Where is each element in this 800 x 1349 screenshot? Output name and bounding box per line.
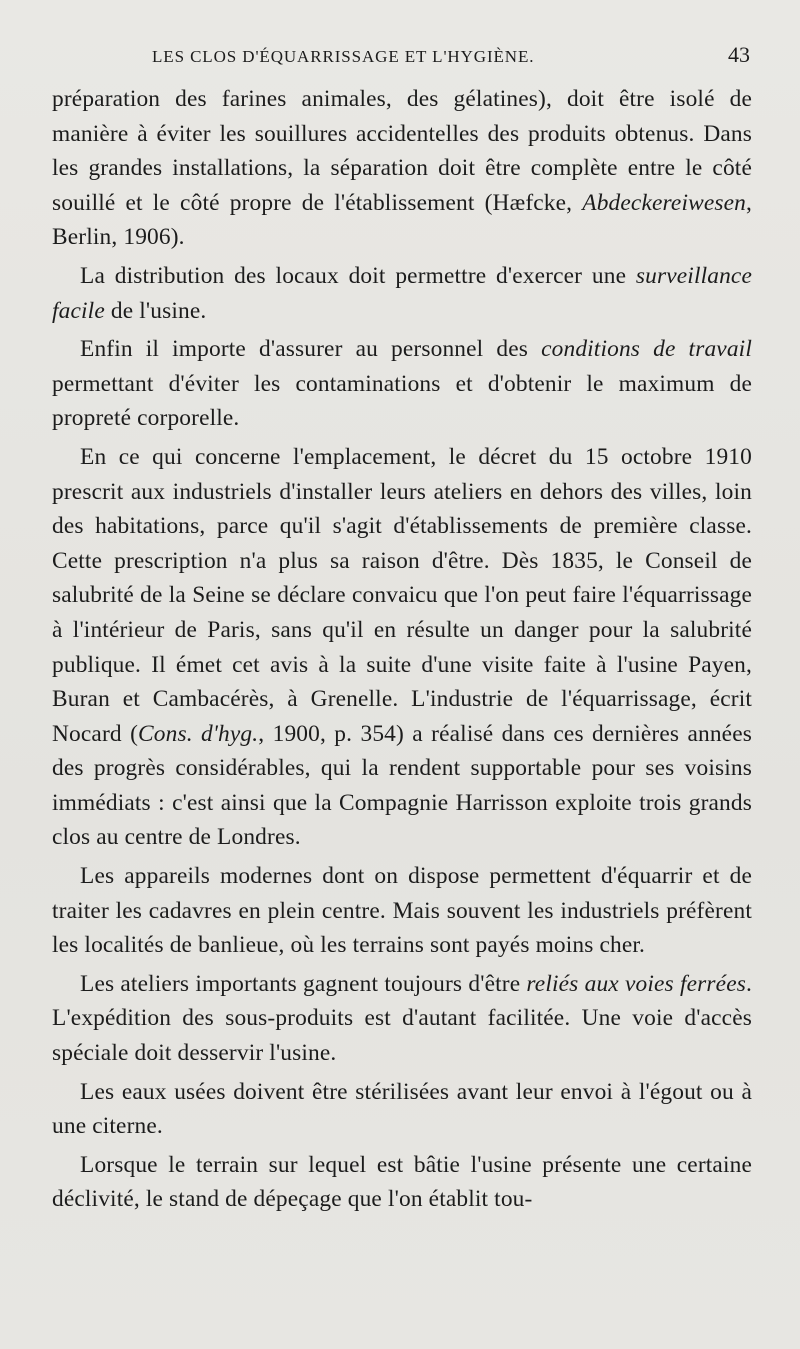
italic-phrase: Abdeckereiwesen <box>582 189 746 216</box>
page-number: 43 <box>728 42 750 67</box>
paragraph: Enfin il importe d'assurer au personnel des conditions de travail permettant d'éviter les contaminations et d'obtenir le maximum de propreté corporelle. <box>52 336 752 432</box>
paragraph: La distribution des locaux doit permettre d'exercer une surveillance facile de l'usine. <box>52 262 752 324</box>
italic-phrase: surveillance facile <box>52 262 752 324</box>
italic-phrase: conditions de travail <box>541 336 752 363</box>
italic-phrase: Cons. d'hyg. <box>138 720 259 747</box>
paragraph: Les ateliers importants gagnent toujours d'être reliés aux voies ferrées. L'expédition des sous-produits est d'autant facilitée. Une voie d'accès spéciale doit desservir l'usine. <box>52 970 752 1067</box>
paragraph: Lorsque le terrain sur lequel est bâtie l'usine présente une certaine déclivité, le stand de dépeçage que l'on établit tou- <box>52 1151 752 1213</box>
running-head <box>52 0 752 82</box>
running-head-title: LES CLOS D'ÉQUARRISSAGE ET L'HYGIÈNE. <box>152 47 535 66</box>
paragraph: En ce qui concerne l'emplacement, le décret du 15 octobre 1910 prescrit aux industriels d'installer leurs ateliers en dehors des villes, loin des habitations, parce qu'il s'agit d'établissements de première classe. Cette prescription n'a plus sa raison d'être. Dès 1835, le Conseil de salubrité de la Seine se déclare convaicu que l'on peut faire l'équarrissage à l'intérieur de Paris, sans qu'il en résulte un danger pour la salubrité publique. Il émet cet avis à la suite d'une visite faite à l'usine Payen, Buran et Cambacérès, à Grenelle. L'industrie de l'équarrissage, écrit Nocard (Cons. d'hyg., 1900, p. 354) a réalisé dans ces dernières années des progrès considérables, qui la rendent supportable pour ses voisins immédiats : c'est ainsi que la Compagnie Harrisson exploite trois grands clos au centre de Londres. <box>52 443 752 851</box>
paragraph: Les eaux usées doivent être stérilisées avant leur envoi à l'égout ou à une citerne. <box>52 1078 752 1140</box>
paragraph: préparation des farines animales, des gélatines), doit être isolé de manière à éviter les souillures accidentelles des produits obtenus. Dans les grandes installations, la séparation doit être complète entre le côté souillé et le côté propre de l'établissement (Hæfcke, Abdeckereiwesen, Berlin, 1906). <box>52 86 752 251</box>
body-text <box>52 82 752 1217</box>
italic-phrase: reliés aux voies ferrées <box>526 970 746 997</box>
paragraph: Les appareils modernes dont on dispose permettent d'équarrir et de traiter les cadavres en plein centre. Mais souvent les industriels préfèrent les localités de banlieue, où les terrains sont payés moins cher. <box>52 863 752 959</box>
